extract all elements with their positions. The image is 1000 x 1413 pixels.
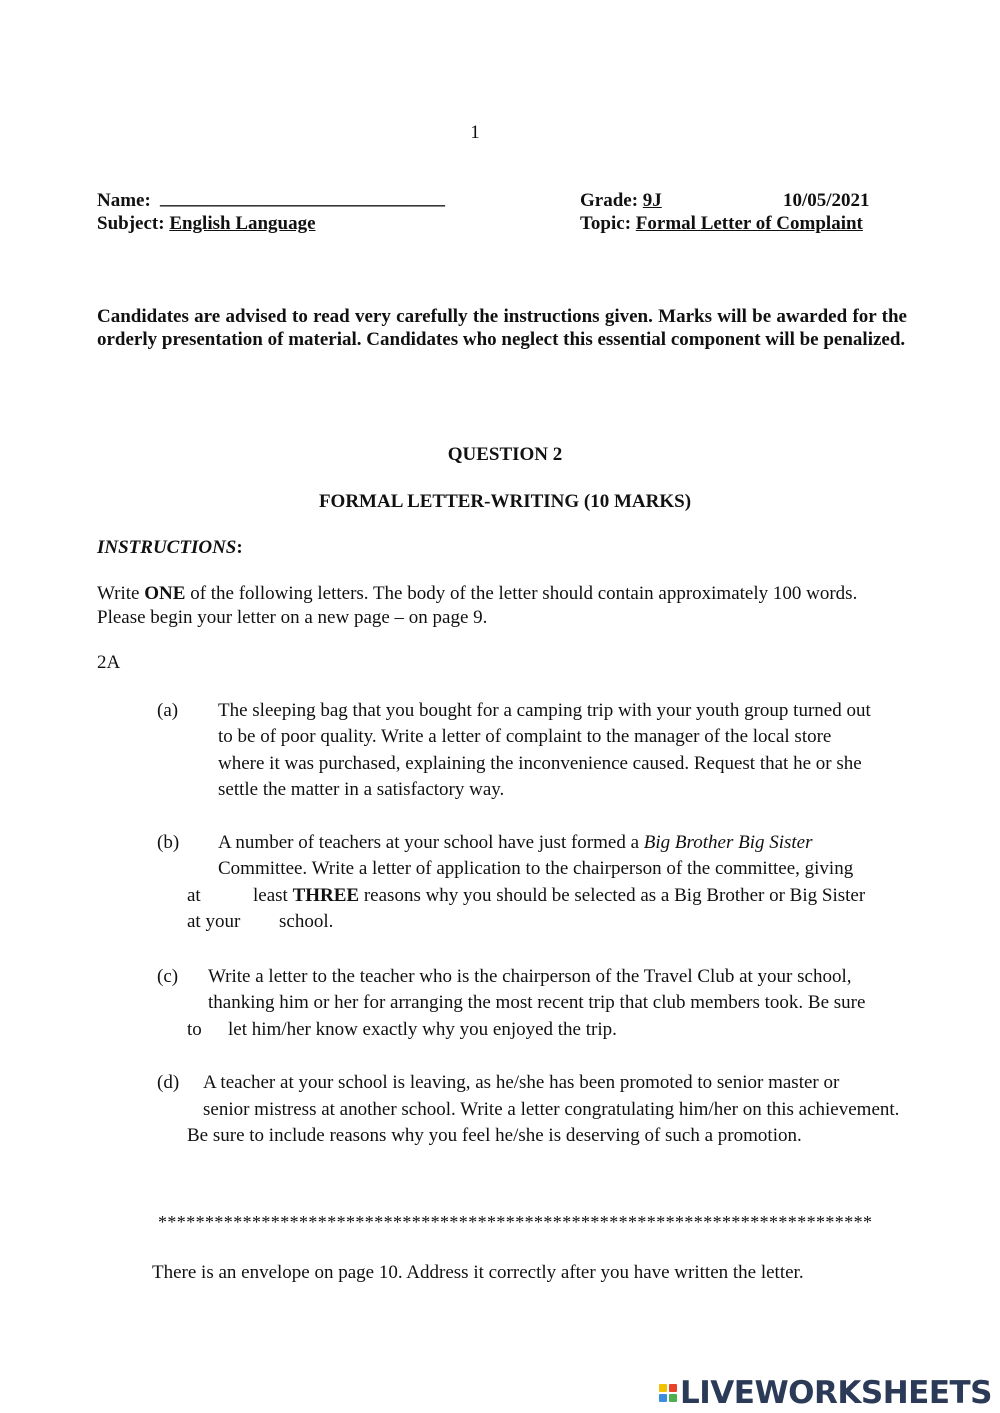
item-b-line-1	[218, 830, 958, 856]
item-b-line-3a: at	[187, 885, 201, 906]
item-d-line-1: A teacher at your school is leaving, as he/she has been promoted to senior master or	[203, 1072, 840, 1093]
subject-label: Subject:	[97, 213, 165, 234]
instructions-line-1-bold: ONE	[144, 583, 186, 604]
instructions-line-1-pre: Write	[97, 583, 145, 604]
item-c-line-1: Write a letter to the teacher who is the chairperson of the Travel Club at your school,	[208, 966, 852, 987]
item-a-line: settle the matter in a satisfactory way.	[218, 778, 505, 800]
logo-tile-1	[659, 1384, 667, 1392]
item-b-line-3-post: reasons why you should be selected as a Big Brother or Big Sister	[359, 885, 866, 906]
item-b-program-name: Big Brother Big Sister	[643, 832, 813, 853]
grade-value: 9J	[642, 190, 662, 211]
instructions-line-2: Please begin your letter on a new page – on page 9.	[97, 606, 488, 628]
grade-row	[580, 190, 662, 212]
grade-label: Grade:	[580, 190, 639, 211]
envelope-note: There is an envelope on page 10. Address it correctly after you have written the letter.	[152, 1262, 804, 1283]
name-label: Name:	[97, 190, 151, 211]
liveworksheets-wordmark: LIVEWORKSHEETS	[680, 1375, 992, 1411]
item-a-marker: (a)	[157, 700, 179, 721]
item-a-line: The sleeping bag that you bought for a camping trip with your youth group turned out	[218, 700, 871, 721]
item-b-line-2: Committee. Write a letter of application to the chairperson of the committee, giving	[218, 858, 854, 879]
item-a-line: where it was purchased, explaining the inconvenience caused. Request that he or she	[218, 752, 862, 774]
logo-tile-2	[669, 1384, 677, 1392]
item-b-line-3-pre: least	[253, 885, 293, 906]
item-c-line-3b: let him/her know exactly why you enjoyed the trip.	[228, 1019, 617, 1040]
separator-stars: ****************************************************************************	[158, 1212, 873, 1232]
question-title: QUESTION 2	[447, 444, 563, 465]
instructions-text	[97, 582, 927, 629]
item-b-line-1-pre: A number of teachers at your school have just formed a	[218, 832, 644, 853]
item-b-line-3b	[253, 883, 953, 909]
instructions-label: INSTRUCTIONS	[97, 537, 237, 558]
item-d-marker: (d)	[157, 1072, 180, 1093]
instructions-line-1	[97, 582, 927, 606]
name-blank[interactable]: ______________________________	[160, 188, 445, 209]
section-label: 2A	[97, 652, 121, 673]
liveworksheets-logo-icon	[659, 1384, 677, 1402]
topic-value: Formal Letter of Complaint	[635, 213, 863, 234]
item-c-line-2: thanking him or her for arranging the most recent trip that club members took. Be sure	[208, 992, 866, 1013]
logo-tile-3	[659, 1394, 667, 1402]
item-c-line-3a: to	[187, 1019, 202, 1040]
topic-label: Topic:	[580, 213, 632, 234]
item-b-line-3-bold: THREE	[292, 885, 360, 906]
instructions-colon: :	[236, 537, 243, 558]
item-a-line: to be of poor quality. Write a letter of complaint to the manager of the local store	[218, 726, 832, 748]
logo-tile-4	[669, 1394, 677, 1402]
item-a-text	[218, 698, 948, 803]
topic-row	[580, 213, 863, 235]
item-b-line-4b: school.	[279, 911, 334, 932]
item-c-marker: (c)	[157, 966, 179, 987]
item-d-line-3: Be sure to include reasons why you feel he/she is deserving of such a promotion.	[187, 1125, 802, 1146]
question-subtitle: FORMAL LETTER-WRITING (10 MARKS)	[318, 491, 692, 512]
subject-row	[97, 213, 316, 235]
subject-value: English Language	[169, 213, 316, 234]
item-b-line-4a: at your	[187, 911, 241, 932]
page-number: 1	[470, 122, 480, 143]
exam-date: 10/05/2021	[783, 190, 870, 211]
item-d-line-2: senior mistress at another school. Write a letter congratulating him/her on this achievement.	[203, 1099, 900, 1120]
liveworksheets-logo	[659, 1375, 992, 1411]
instructions-heading	[97, 537, 243, 559]
advisory-text: Candidates are advised to read very carefully the instructions given. Marks will be awarded for the orderly presentation of material. Candidates who neglect this essential component will be penalized.	[97, 306, 907, 350]
instructions-line-1-post: of the following letters. The body of the letter should contain approximately 100 words.	[185, 583, 858, 604]
item-b-marker: (b)	[157, 832, 180, 853]
